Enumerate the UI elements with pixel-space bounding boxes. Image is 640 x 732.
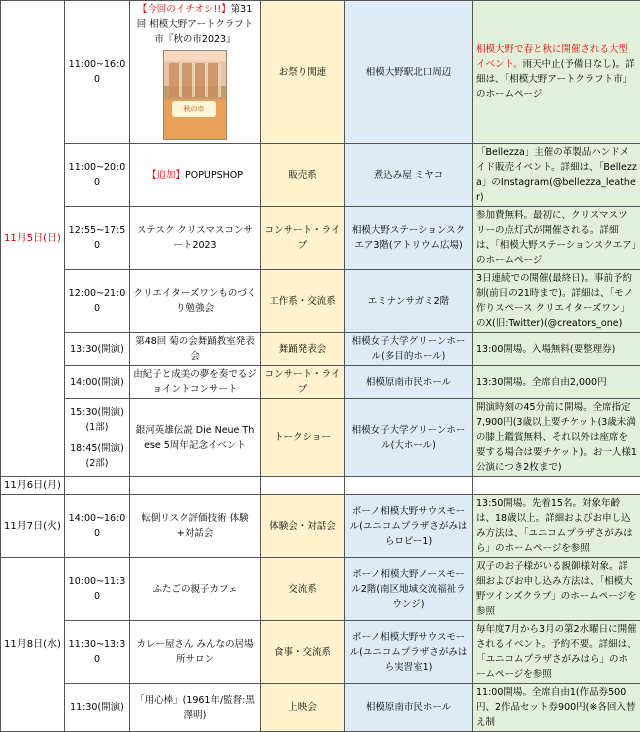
event-name-cell: ふたごの親子カフェ [130,558,261,621]
table-row [1,333,640,366]
genre-cell: お祭り関連 [261,1,345,144]
event-name-cell: カレー屋さん みんなの居場所サロン [130,621,261,684]
time-part-1-label: (1部) [68,420,126,435]
time-part-1-start: 15:30(開演) [68,405,126,420]
event-name-cell: クリエイターズワンものづくり勉強会 [130,270,261,333]
date-cell: 11月6日(月) [1,477,65,495]
event-name-prefix: 【今回のイチオシ!!】 [138,4,231,15]
event-name-cell: ステスク クリスマスコンサート2023 [130,207,261,270]
event-name: POPUPSHOP [185,170,243,181]
table-row [1,684,640,732]
event-name-cell: 転倒リスク評価技術 体験+対話会 [130,495,261,558]
description-cell: 参加費無料。最初に、クリスマスツリーの点灯式が開催される。詳細は、「相模大野ステーションスクエア」のホームページ [473,207,640,270]
table-row [1,270,640,333]
time-cell [65,477,130,495]
genre-cell: 上映会 [261,684,345,732]
place-cell: ボーノ相模大野サウスモール(ユニコムプラザさがみはらロビー1) [345,495,473,558]
genre-cell: 交流系 [261,558,345,621]
time-cell: 14:00~16:00 [65,495,130,558]
time-cell [65,399,130,477]
date-cell: 11月5日(日) [1,1,65,477]
date-cell: 11月8日(水) [1,558,65,732]
genre-cell: 工作系・交流系 [261,270,345,333]
genre-cell: 販売系 [261,144,345,207]
table-row [1,144,640,207]
time-part-2-start: 18:45(開演) [68,441,126,456]
place-cell: エミナンサガミ2階 [345,270,473,333]
time-cell: 14:00(開演) [65,366,130,399]
event-name-cell [130,1,261,144]
table-row [1,558,640,621]
description-cell: 11:00開場。全席自由1(作品券500円、2作品セット券900円(※各回入替え制 [473,684,640,732]
table-row [1,477,640,495]
description-cell: 開演時刻の45分前に開場。全席指定7,900円(3歳以上要チケット(3歳未満の膝上鑑賞無料、それ以外は座席を要する場合は要チケット)。お一人様1公演につき2枚まで) [473,399,640,477]
table-row [1,495,640,558]
genre-cell: 体験会・対話会 [261,495,345,558]
description-text: 雨天中止(予備日なし)。詳細は、「相模大野アートクラフト市」のホームページ [476,59,635,100]
description-cell: 13:30開場。全席自由2,000円 [473,366,640,399]
time-cell: 11:00~20:00 [65,144,130,207]
event-name: 第31回 相模大野アートクラフト市『秋の市2023』 [137,4,254,45]
table-row [1,399,640,477]
description-cell: 13:50開場。先着15名。対象年齢は、18歳以上。詳細およびお申し込み方法は、「ユニコムプラザさがみはら」のホームページを参照 [473,495,640,558]
place-cell: 相模大野駅北口周辺 [345,1,473,144]
place-cell: 相模女子大学グリーンホール(多目的ホール) [345,333,473,366]
event-name-cell: 由紀子と成美の夢を奏でるジョイントコンサート [130,366,261,399]
table-row [1,621,640,684]
table-row [1,207,640,270]
description-highlight: 相模大野で春と秋に開催される大型イベント。 [476,44,628,70]
genre-cell: トークショー [261,399,345,477]
genre-cell [261,477,345,495]
place-cell: ボーノ相模大野ノースモール2階(南区地域交流福祉ラウンジ) [345,558,473,621]
event-poster-image: 秋の市 [163,50,227,140]
event-name-cell [130,144,261,207]
date-cell: 11月7日(火) [1,495,65,558]
description-cell: 毎年度7月から3月の第2水曜日に開催されるイベント。予約不要。詳細は、「ユニコムプラザさがみはら」のホームページを参照 [473,621,640,684]
description-cell [473,1,640,144]
time-cell: 11:30(開演) [65,684,130,732]
table-row [1,366,640,399]
time-cell: 10:00~11:30 [65,558,130,621]
event-name-cell [130,477,261,495]
event-name-cell: 「用心棒」(1961年/監督:黒澤明) [130,684,261,732]
event-name-cell: 銀河英雄伝説 Die Neue These 5周年記念イベント [130,399,261,477]
time-cell: 11:30~13:30 [65,621,130,684]
description-cell: 3日連続での開催(最終日)。事前予約制(前日の21時まで)。詳細は、「モノ作りスペース クリエイターズワン」のX(旧:Twitter)(@creators_one) [473,270,640,333]
description-cell [473,477,640,495]
time-cell: 12:55~17:50 [65,207,130,270]
place-cell: 相模原南市民ホール [345,684,473,732]
event-name-cell: 第48回 菊の会舞踊教室発表会 [130,333,261,366]
description-cell: 双子のお子様がいる親御様対象。詳細およびお申し込み方法は、「相模大野ツインズクラブ」のホームページを参照 [473,558,640,621]
place-cell: 相模大野ステーションスクエア3階(アトリウム広場) [345,207,473,270]
time-cell: 12:00~21:00 [65,270,130,333]
genre-cell: コンサート・ライブ [261,207,345,270]
time-part-2-label: (2部) [68,456,126,471]
genre-cell: コンサート・ライブ [261,366,345,399]
time-cell: 13:30(開演) [65,333,130,366]
place-cell: 相模女子大学グリーンホール(大ホール) [345,399,473,477]
time-cell: 11:00~16:00 [65,1,130,144]
table-row [1,1,640,144]
genre-cell: 舞踊発表会 [261,333,345,366]
place-cell: 相模原南市民ホール [345,366,473,399]
place-cell: 煮込み屋 ミヤコ [345,144,473,207]
place-cell: ボーノ相模大野サウスモール(ユニコムプラザさがみはら実習室1) [345,621,473,684]
genre-cell: 食事・交流系 [261,621,345,684]
event-name-prefix: 【追加】 [147,170,185,181]
description-cell: 13:00開場。入場無料(要整理券) [473,333,640,366]
description-cell: 「Bellezza」主催の革製品ハンドメイド販売イベント。詳細は、「Bellezza」のInstagram(@bellezza_leather) [473,144,640,207]
place-cell [345,477,473,495]
